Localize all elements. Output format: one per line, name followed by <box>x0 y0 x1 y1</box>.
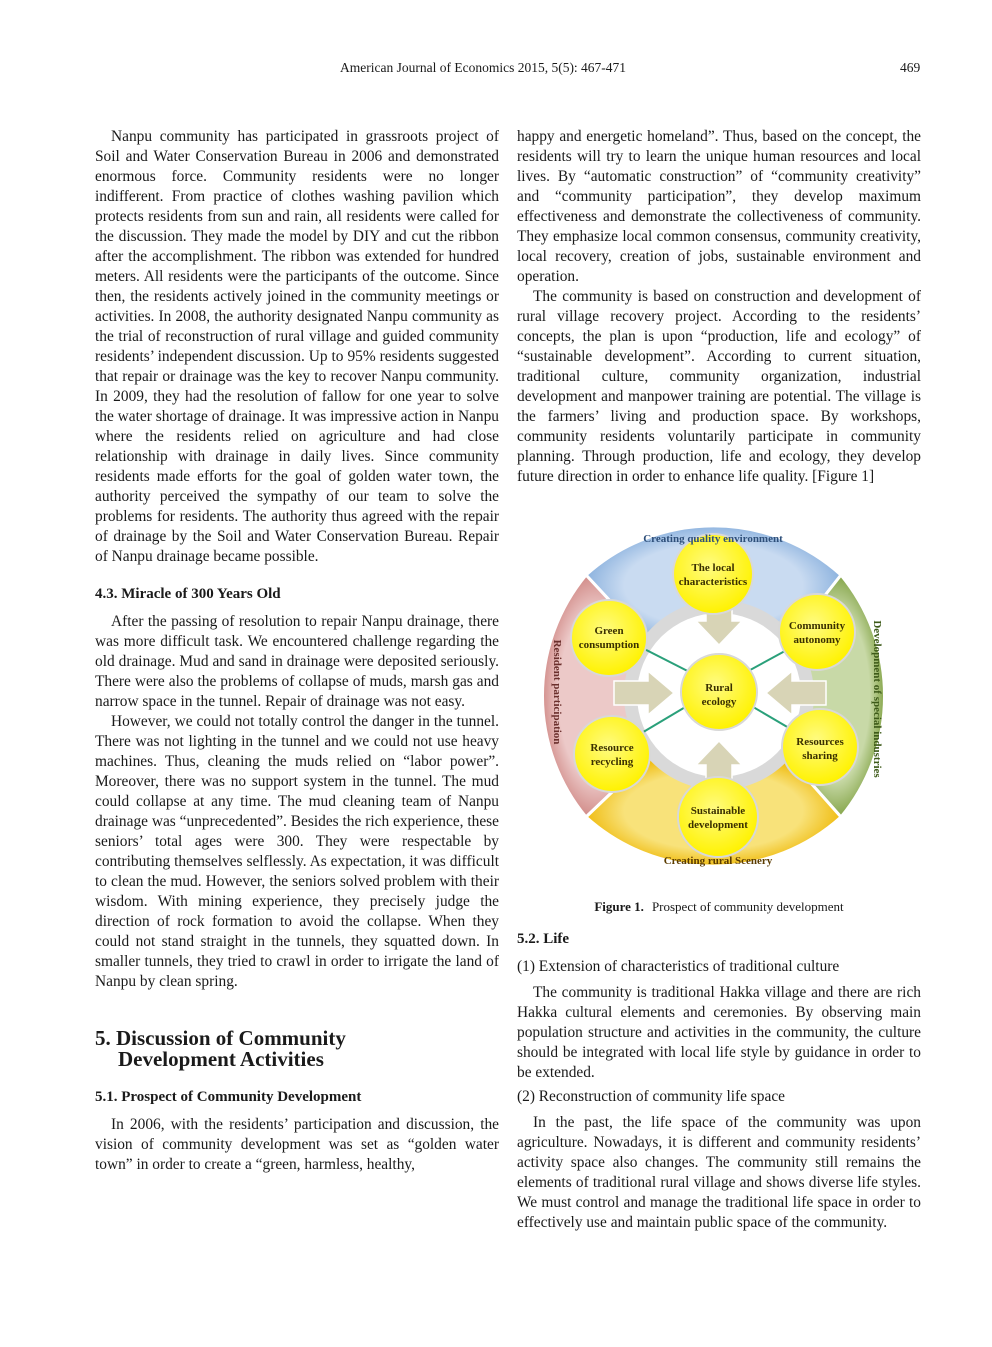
section-heading-5-2: 5.2. Life <box>517 931 570 947</box>
label-bottom-right: Resources sharing <box>796 736 844 762</box>
section-heading-5-1: 5.1. Prospect of Community Development <box>95 1089 362 1105</box>
ring-label-right: Development of special industries <box>871 620 883 778</box>
paragraph: happy and energetic homeland”. Thus, based on the concept, the residents will try to learn the unique human resources and local lives. By “automatic construction” of “community creativity” and “community participation”, they develop maximum effectiveness and demonstrate the collectiveness of community. They emphasize local common consensus, community creativity, local recovery, creation of jobs, sustainable environment and operation. <box>517 128 921 285</box>
circle-bottom <box>678 777 758 857</box>
community-development-diagram <box>536 527 906 891</box>
list-item: (2) Reconstruction of community life space <box>517 1088 785 1105</box>
running-header <box>0 60 992 80</box>
paragraph: In the past, the life space of the community was upon agriculture. Nowadays, it is different and community residents’ activity space also changes. The community still remains the elements of traditional rural village and shows diverse life styles. We must control and manage the traditional life space in order to effectively use and maintain public space of the community. <box>517 1114 921 1231</box>
ring-label-bottom: Creating rural Scenery <box>663 855 773 867</box>
page-number: 469 <box>900 60 921 75</box>
label-bottom: Sustainable development <box>688 805 748 831</box>
section-heading-5 <box>95 1028 499 1070</box>
label-top-left: Green consumption <box>578 625 640 651</box>
label-top: The local characteristics <box>678 562 748 588</box>
section-heading-4-3: 4.3. Miracle of 300 Years Old <box>95 586 281 602</box>
paragraph: The community is based on construction and development of rural village recovery project. According to the residents’ concepts, the plan is upon “production, life and ecology” of “sustainable development”. According to current situation, traditional culture, community organization, industrial development and manpower training are potential. The village is the farmers’ living and production space. By workshops, community residents voluntarily participate in community planning. Through production, life and ecology, they develop future direction in order to enhance life quality. [Figure 1] <box>517 288 921 485</box>
circle-top-left <box>571 600 647 676</box>
paragraph: However, we could not totally control the danger in the tunnel. There was not lighting in the tunnel and we could not use heavy machines. Thus, cleaning the muds relied on “labor power”. Moreover, there was no support system in the tunnel. The mud could collapse at any time. The mud cleaning team of Nanpu drainage was “unprecedented”. Besides the rich experience, these seniors’ total ages were 300. They were respectable by contributing themselves selflessly. As expectation, it was difficult to clean the mud. However, the seniors solved problem with their wisdom. With mining experience, they precisely judge the direction of rock formation to avoid the collapse. When they could not stand straight in the tunnels, they squatted down. In smaller tunnels, they tried to crawl in order to irrigate the land of Nanpu by clean spring. <box>95 713 499 990</box>
section-heading-5-line1: 5. Discussion of Community <box>95 1026 346 1050</box>
circle-top-right <box>779 594 855 670</box>
figure-caption-text: Prospect of community development <box>651 899 844 914</box>
journal-citation: American Journal of Economics 2015, 5(5): 467-471 <box>340 60 627 75</box>
list-item: (1) Extension of characteristics of traditional culture <box>517 958 840 975</box>
figure-caption <box>517 899 921 915</box>
label-bottom-left: Resource recycling <box>590 742 634 768</box>
paragraph: In 2006, with the residents’ participation and discussion, the vision of community development was set as “golden water town” in order to create a “green, harmless, healthy, <box>95 1116 499 1173</box>
label-top-right: Community autonomy <box>788 620 846 646</box>
label-center: Rural ecology <box>701 682 737 708</box>
circle-top <box>673 534 753 614</box>
left-column <box>95 127 499 1175</box>
paragraph: The community is traditional Hakka village and there are rich Hakka cultural elements and ceremonies. By observing main population structure and activities in the community, the culture should be integrated with local life style by guidance in order to be extended. <box>517 984 921 1081</box>
ring-label-top: Creating quality environment <box>643 533 783 545</box>
figure-1 <box>536 527 906 891</box>
paragraph: Nanpu community has participated in grassroots project of Soil and Water Conservation Bureau in 2006 and demonstrated enormous force. Community residents were no longer indifferent. From practice of clothes washing pavilion which protects residents from sun and rain, all residents were called for the discussion. They made the model by DIY and cut the ribbon after the accomplishment. The ribbon was extended for hundred meters. All residents were the participants of the outcome. Since then, the residents actively joined in the community meetings or activities. In 2008, the authority designated Nanpu community as the trial of reconstruction of rural village and guided community residents’ independent discussion. Up to 95% residents suggested that repair or drainage was the key to recover Nanpu community. In 2009, they had the resolution of fallow for one year to solve the water shortage of drainage. It was impressive action in Nanpu where the residents relied on agriculture and had close relationship with drainage in daily lives. Since community residents made efforts for the goal of golden water town, the authority perceived the sympathy of our team to solve the problems for residents. The authority thus agreed with the repair of drainage by the Soil and Water Conservation Bureau. Repair of Nanpu drainage became possible. <box>95 128 499 565</box>
section-heading-5-line2: Development Activities <box>118 1047 324 1071</box>
figure-label: Figure 1. <box>594 899 644 914</box>
ring-label-left: Resident participation <box>551 639 563 745</box>
paragraph: After the passing of resolution to repair Nanpu drainage, there was more difficult task. We encountered challenge regarding the old drainage. Mud and sand in drainage were deposited seriously. There were also the problems of collapse of muds, marsh gas and narrow space in the tunnel. Repair of drainage was not easy. <box>95 613 499 710</box>
circle-bottom-left <box>574 716 650 792</box>
right-column-lower <box>517 929 921 1233</box>
right-column <box>517 127 921 487</box>
